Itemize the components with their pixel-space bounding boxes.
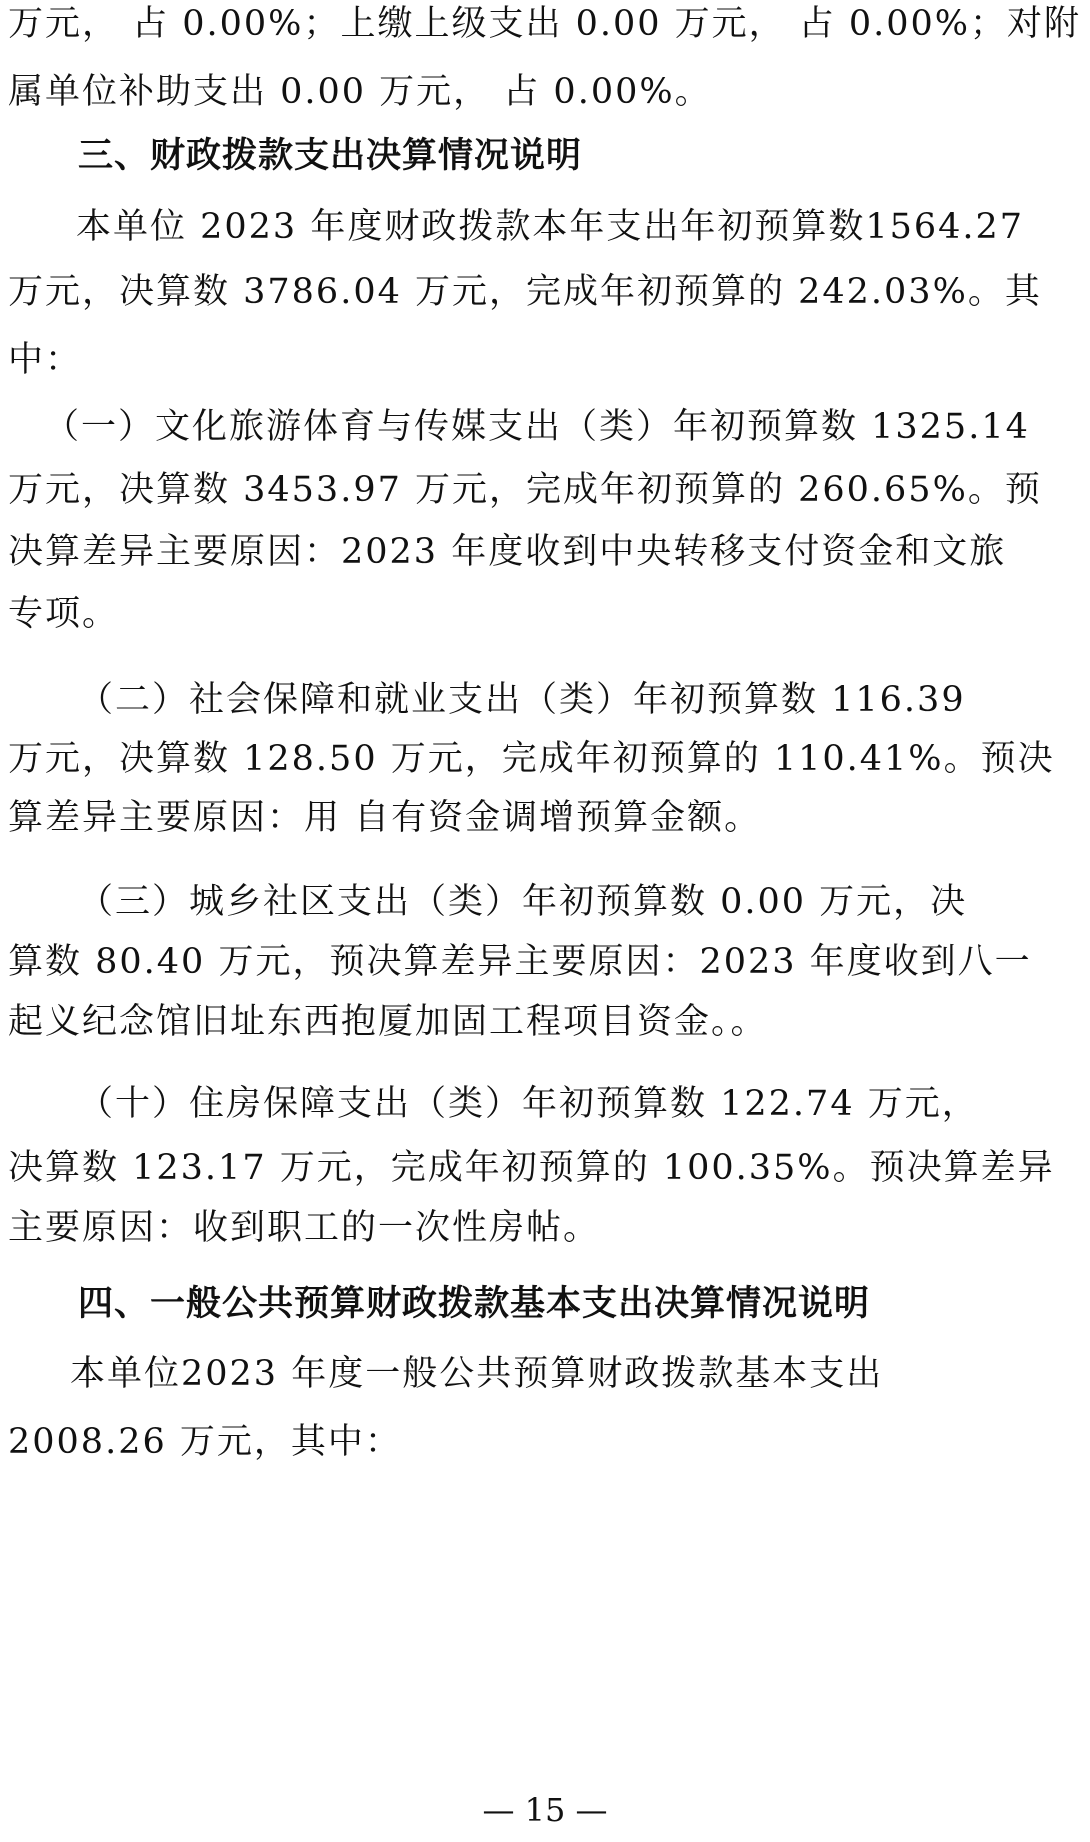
paragraph-line: 本单位2023 年度一般公共预算财政拨款基本支出 [70, 1354, 884, 1394]
paragraph-line: 万元，决算数 3786.04 万元，完成年初预算的 242.03%。其 [8, 272, 1042, 312]
section-heading: 四、一般公共预算财政拨款基本支出决算情况说明 [78, 1284, 871, 1324]
paragraph-line: （二）社会保障和就业支出（类）年初预算数 116.39 [78, 680, 966, 720]
paragraph-line: 本单位 2023 年度财政拨款本年支出年初预算数1564.27 [76, 207, 1025, 247]
paragraph-line: 万元， 占 0.00%；上缴上级支出 0.00 万元， 占 0.00%；对附 [8, 4, 1082, 44]
paragraph-line: 起义纪念馆旧址东西抱厦加固工程项目资金。。 [8, 1002, 768, 1042]
paragraph-line: 万元，决算数 3453.97 万元，完成年初预算的 260.65%。预 [8, 470, 1042, 510]
paragraph-line: （三）城乡社区支出（类）年初预算数 0.00 万元，决 [78, 882, 968, 922]
paragraph-line: 算数 80.40 万元，预决算差异主要原因：2023 年度收到八一 [8, 942, 1032, 982]
page-number: — 15 — [482, 1791, 608, 1829]
paragraph-line: 专项。 [8, 594, 120, 634]
paragraph-line: 属单位补助支出 0.00 万元， 占 0.00%。 [8, 72, 712, 112]
paragraph-line: 决算数 123.17 万元，完成年初预算的 100.35%。预决算差异 [8, 1148, 1055, 1188]
paragraph-line: 2008.26 万元，其中： [8, 1422, 402, 1462]
paragraph-line: 万元，决算数 128.50 万元，完成年初预算的 110.41%。预决 [8, 739, 1055, 779]
paragraph-line: 主要原因：收到职工的一次性房帖。 [8, 1208, 601, 1248]
paragraph-line: 中： [8, 340, 83, 380]
paragraph-line: 决算差异主要原因：2023 年度收到中央转移支付资金和文旅 [8, 532, 1007, 572]
paragraph-line: （十）住房保障支出（类）年初预算数 122.74 万元， [78, 1084, 979, 1124]
section-heading: 三、财政拨款支出决算情况说明 [78, 136, 583, 176]
paragraph-line: （一）文化旅游体育与传媒支出（类）年初预算数 1325.14 [44, 407, 1030, 447]
paragraph-line: 算差异主要原因：用 自有资金调增预算金额。 [8, 798, 762, 838]
